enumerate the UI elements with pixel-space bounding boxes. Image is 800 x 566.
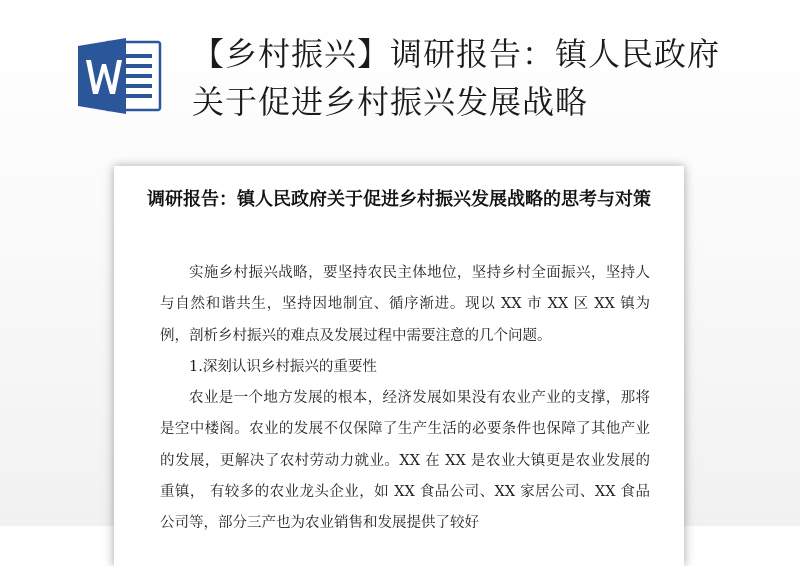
document-page [114,166,684,566]
paragraph-agriculture: 农业是一个地方发展的根本，经济发展如果没有农业产业的支撑，那将是空中楼阁。农业的发展不仅保障了生产生活的必要条件也保障了其他产业的发展，更解决了农村劳动力就业。XX 在 XX 是农业大镇更是农业发展的重镇， 有较多的农业龙头企业，如 XX 食品公司、XX 家居公司、XX 食品公司等，部分三产也为农业销售和发展提供了较好 [160,390,650,532]
document-title: 调研报告：镇人民政府关于促进乡村振兴发展战略的思考与对策 [147,189,651,210]
document-body [160,258,650,540]
banner-title: 【乡村振兴】调研报告：镇人民政府关于促进乡村振兴发展战略 [192,35,721,121]
word-document-icon [76,36,164,116]
paragraph-intro: 实施乡村振兴战略，要坚持农民主体地位，坚持乡村全面振兴，坚持人与自然和谐共生，坚持因地制宜、循序渐进。现以 XX 市 XX 区 XX 镇为例，剖析乡村振兴的难点及发展过程中需要注意的几个问题。 [160,265,650,344]
section-heading: 1.深刻认识乡村振兴的重要性 [189,358,377,375]
